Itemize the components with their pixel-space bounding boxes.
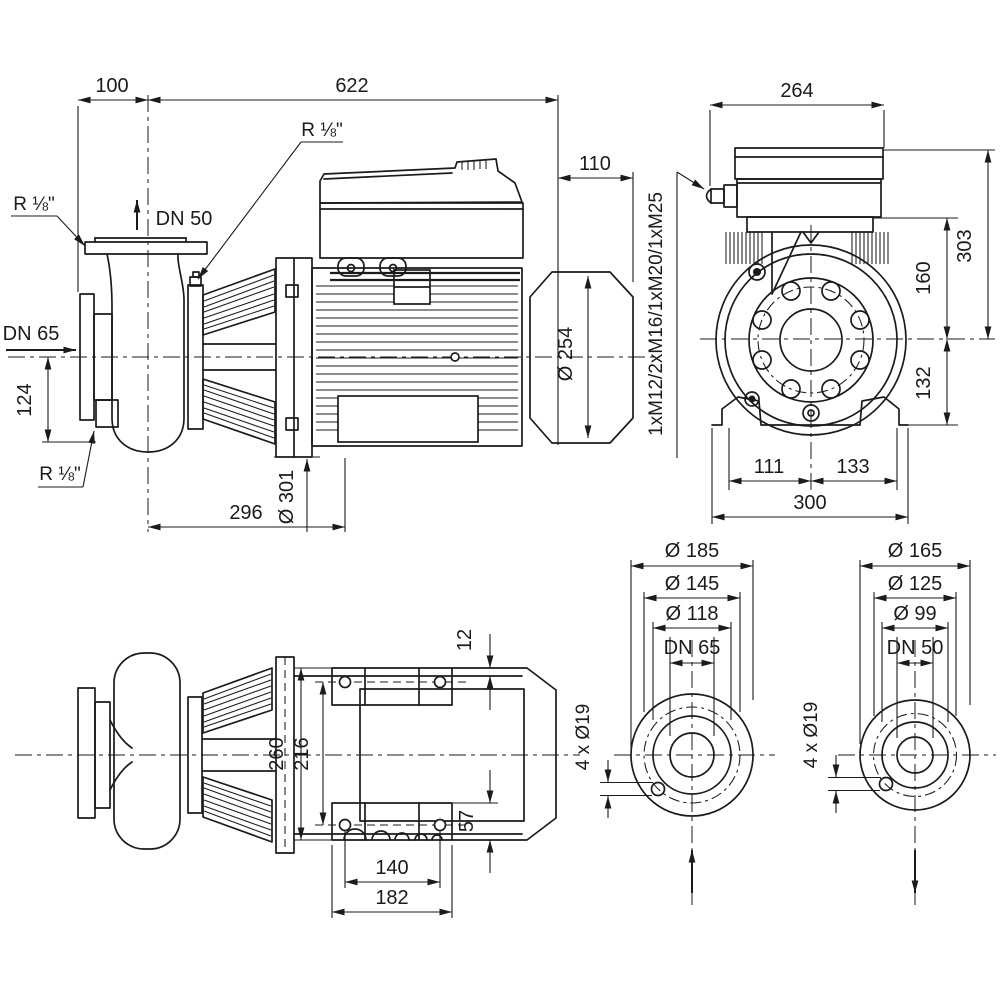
dim-12: 12 bbox=[454, 628, 476, 652]
dim-260: 260 bbox=[266, 737, 288, 771]
discharge-port-label: DN 50 bbox=[155, 208, 213, 230]
dim-d99: Ø 99 bbox=[893, 603, 937, 625]
cable-gland-icon bbox=[724, 185, 737, 207]
dim-140: 140 bbox=[375, 857, 409, 879]
cable-gland-label: 1xM12/2xM16/1xM20/1xM25 bbox=[646, 192, 667, 436]
dim-d118: Ø 118 bbox=[665, 603, 719, 625]
grease-nipple bbox=[451, 353, 459, 361]
dim-300: 300 bbox=[793, 492, 827, 514]
dim-216: 216 bbox=[291, 737, 313, 771]
dim-d165: Ø 165 bbox=[887, 540, 943, 562]
dim-303: 303 bbox=[954, 229, 976, 263]
front-view bbox=[700, 80, 995, 524]
dim-d145: Ø 145 bbox=[664, 573, 720, 595]
side-view bbox=[3, 75, 704, 532]
front-view-dimensions bbox=[710, 80, 995, 524]
lantern-fins-top bbox=[204, 275, 274, 329]
plan-foot-plate-top bbox=[332, 668, 452, 705]
plan-fins-top bbox=[204, 674, 271, 727]
electronics-module-body bbox=[320, 203, 523, 258]
dn65-bolt-holes-label: 4 x Ø19 bbox=[573, 703, 594, 771]
front-module-body bbox=[737, 179, 881, 217]
dim-57: 57 bbox=[456, 809, 478, 833]
front-module-lid bbox=[735, 148, 883, 179]
dim-dn50-bore: DN 50 bbox=[886, 637, 944, 659]
dim-296: 296 bbox=[229, 502, 263, 524]
casing-drain-boss bbox=[96, 400, 118, 427]
dim-110: 110 bbox=[579, 153, 611, 175]
plan-view bbox=[15, 629, 580, 918]
dim-d185: Ø 185 bbox=[664, 540, 720, 562]
dim-d125: Ø 125 bbox=[887, 573, 943, 595]
dim-111: 111 bbox=[753, 456, 785, 478]
electronics-module-lid bbox=[320, 159, 522, 203]
dim-133: 133 bbox=[836, 456, 870, 478]
foot-mounting-holes bbox=[340, 677, 446, 831]
dim-182: 182 bbox=[375, 887, 409, 909]
dim-d301: Ø 301 bbox=[276, 469, 298, 525]
dim-d254: Ø 254 bbox=[555, 326, 577, 382]
dim-264: 264 bbox=[780, 80, 814, 102]
dim-622: 622 bbox=[335, 75, 369, 97]
side-view-dimensions bbox=[3, 75, 704, 532]
dn50-bolt-holes-label: 4 x Ø19 bbox=[801, 701, 822, 769]
lantern-fins-bottom bbox=[204, 385, 274, 438]
front-fins-left bbox=[726, 232, 762, 264]
plan-view-dimensions bbox=[266, 629, 498, 918]
suction-port-label: DN 65 bbox=[2, 323, 60, 345]
tap-label-bottom: R ⅛" bbox=[39, 464, 81, 485]
front-fins-right bbox=[852, 232, 888, 264]
plan-fins-bottom bbox=[204, 783, 271, 836]
discharge-flange bbox=[85, 242, 207, 254]
dim-132: 132 bbox=[913, 366, 935, 400]
dim-160: 160 bbox=[913, 261, 935, 295]
dim-dn65-bore: DN 65 bbox=[663, 637, 721, 659]
nameplate bbox=[338, 396, 478, 442]
plan-suction-flange bbox=[78, 688, 95, 818]
dim-124: 124 bbox=[14, 383, 36, 417]
discharge-flange-view bbox=[801, 540, 996, 908]
dim-100: 100 bbox=[95, 75, 129, 97]
suction-flange-view bbox=[573, 540, 775, 908]
tap-label-left: R ⅛" bbox=[13, 194, 55, 215]
motor-foot-plate bbox=[747, 217, 873, 232]
plan-volute bbox=[114, 653, 180, 849]
tap-label-top: R ⅛" bbox=[301, 120, 343, 141]
